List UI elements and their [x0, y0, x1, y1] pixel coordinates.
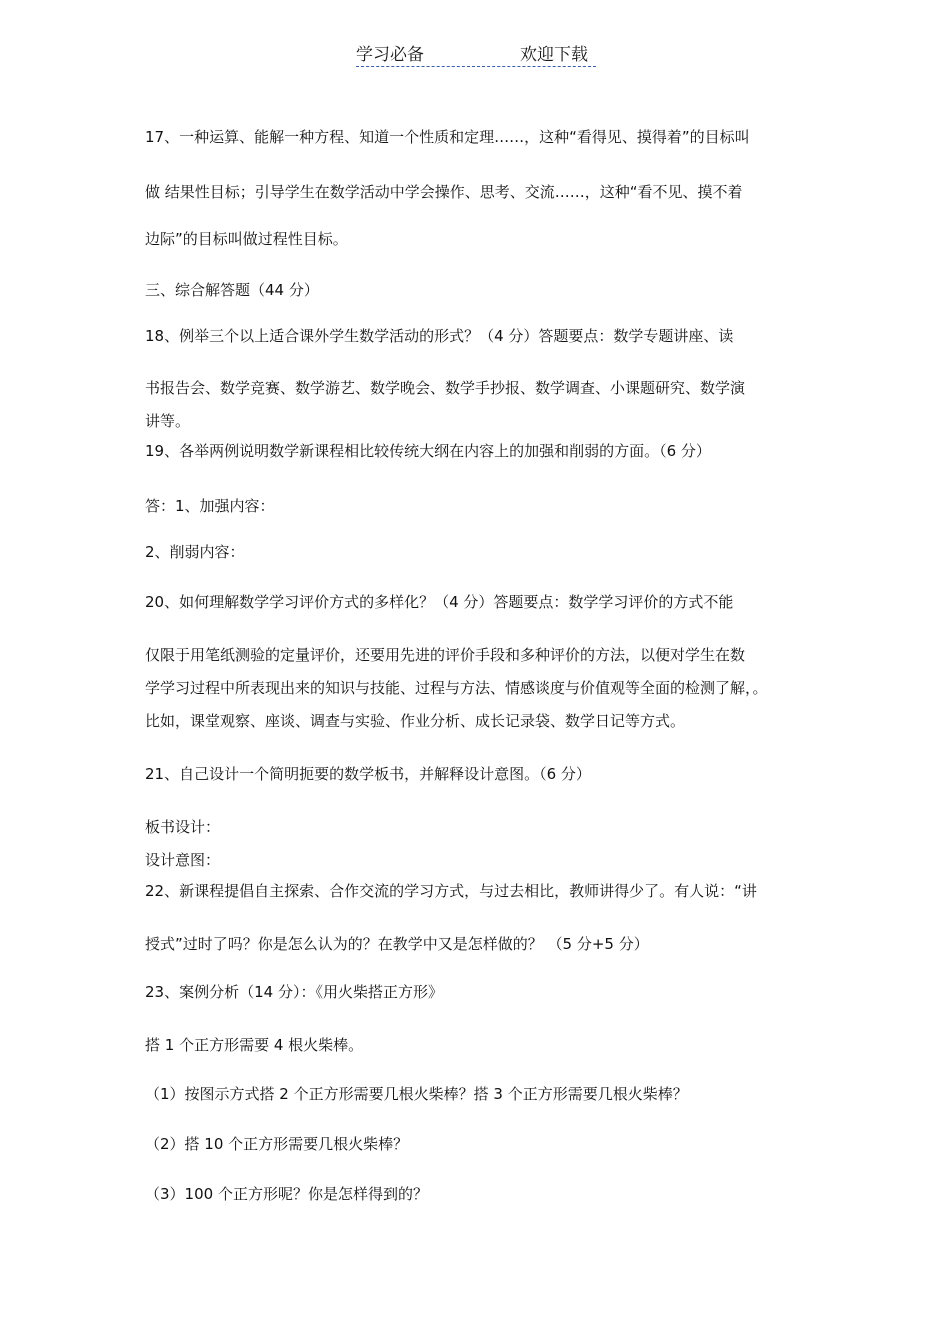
- q22-line-1: 22、新课程提倡自主探索、合作交流的学习方式，与过去相比，教师讲得少了。有人说：“讲: [145, 882, 757, 900]
- q21-design-intent: 设计意图：: [145, 851, 221, 869]
- q17-line-1: 17、一种运算、能解一种方程、知道一个性质和定理……，这种“看得见、摸得着”的目标叫: [145, 128, 750, 146]
- section-3-heading: 三、综合解答题（44 分）: [145, 281, 319, 299]
- q19-answer-2: 2、削弱内容：: [145, 543, 245, 561]
- q19-answer-1: 答：1、加强内容：: [145, 497, 275, 515]
- q18-line-3: 讲等。: [145, 412, 191, 430]
- header-left-text: 学习必备: [356, 45, 424, 65]
- q20-line-4: 比如，课堂观察、座谈、调查与实验、作业分析、成长记录袋、数学日记等方式。: [145, 712, 686, 730]
- q18-line-2: 书报告会、数学竞赛、数学游艺、数学晚会、数学手抄报、数学调查、小课题研究、数学演: [145, 379, 746, 397]
- q20-line-3: 学学习过程中所表现出来的知识与技能、过程与方法、情感谈度与价值观等全面的检测了解，。: [145, 679, 768, 697]
- q23-question: 23、案例分析（14 分）：《用火柴搭正方形》: [145, 983, 443, 1001]
- q17-line-2: 做 结果性目标；引导学生在数学活动中学会操作、思考、交流……，这种“看不见、摸不着: [145, 183, 743, 201]
- q23-subquestion-1: （1）按图示方式搭 2 个正方形需要几根火柴棒？搭 3 个正方形需要几根火柴棒？: [145, 1085, 688, 1103]
- q20-line-1: 20、如何理解数学学习评价方式的多样化？（4 分）答题要点：数学学习评价的方式不能: [145, 593, 734, 611]
- q21-board-design: 板书设计：: [145, 818, 221, 836]
- q19-question: 19、各举两例说明数学新课程相比较传统大纲在内容上的加强和削弱的方面。（6 分）: [145, 442, 711, 460]
- page-header: [356, 40, 596, 67]
- q18-line-1: 18、例举三个以上适合课外学生数学活动的形式？（4 分）答题要点：数学专题讲座、读: [145, 327, 734, 345]
- q21-question: 21、自己设计一个简明扼要的数学板书，并解释设计意图。（6 分）: [145, 765, 591, 783]
- q22-line-2: 授式”过时了吗？你是怎么认为的？在教学中又是怎样做的？ （5 分+5 分）: [145, 935, 649, 953]
- q23-subquestion-2: （2）搭 10 个正方形需要几根火柴棒？: [145, 1135, 409, 1153]
- q23-subquestion-3: （3）100 个正方形呢？你是怎样得到的？: [145, 1185, 428, 1203]
- header-right-text: 欢迎下载: [520, 45, 588, 65]
- q23-statement: 搭 1 个正方形需要 4 根火柴棒。: [145, 1036, 364, 1054]
- q20-line-2: 仅限于用笔纸测验的定量评价，还要用先进的评价手段和多种评价的方法，以便对学生在数: [145, 646, 746, 664]
- q17-line-3: 边际”的目标叫做过程性目标。: [145, 230, 348, 248]
